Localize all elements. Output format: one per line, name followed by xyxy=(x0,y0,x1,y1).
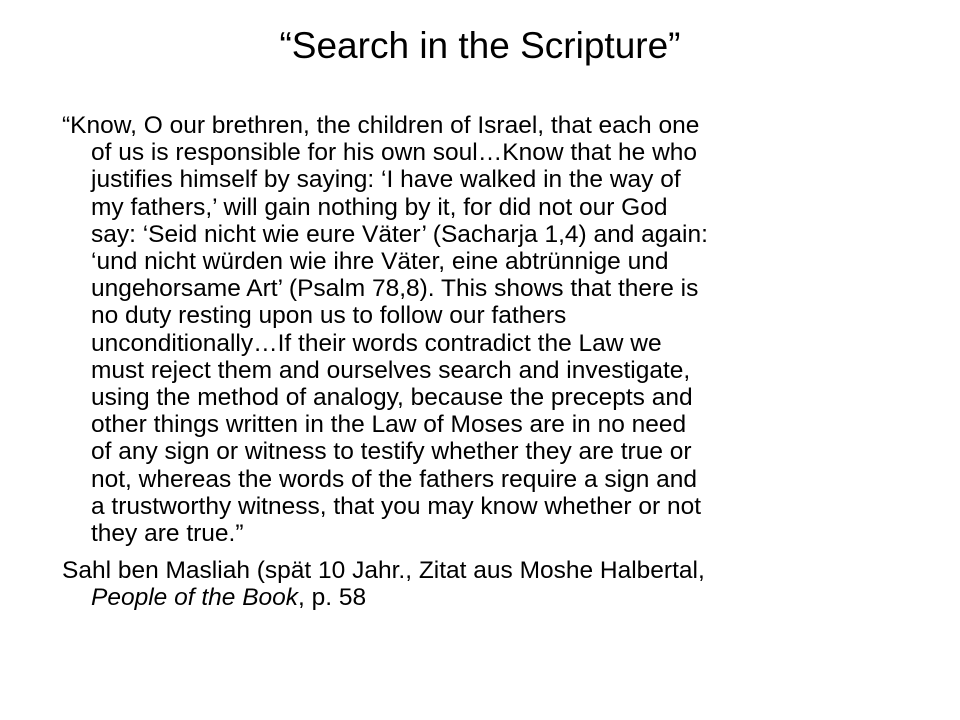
slide-body xyxy=(62,112,912,612)
quote-line: “Know, O our brethren, the children of Israel, that each one xyxy=(62,112,700,139)
citation-author: Sahl ben Masliah (spät 10 Jahr., Zitat aus Moshe Halbertal, xyxy=(62,557,705,585)
quote-block xyxy=(62,112,912,547)
quote-line: using the method of analogy, because the precepts and xyxy=(91,384,693,412)
citation xyxy=(62,557,912,611)
quote-line: unconditionally…If their words contradict the Law we xyxy=(91,329,662,357)
slide-title: “Search in the Scripture” xyxy=(279,25,681,66)
quote-line: my fathers,’ will gain nothing by it, for did not our God xyxy=(91,193,668,221)
quote-line: justifies himself by saying: ‘I have walked in the way of xyxy=(91,166,681,194)
quote-line: other things written in the Law of Moses are in no need xyxy=(91,411,687,439)
quote-line: of any sign or witness to testify whether they are true or xyxy=(91,438,692,466)
quote-line: ‘und nicht würden wie ihre Väter, eine abtrünnige und xyxy=(91,248,669,276)
citation-page: , p. 58 xyxy=(298,584,367,612)
quote-line: of us is responsible for his own soul…Know that he who xyxy=(91,139,698,167)
citation-source xyxy=(62,584,912,611)
quote-line: say: ‘Seid nicht wie eure Väter’ (Sacharja 1,4) and again: xyxy=(91,220,708,248)
quote-line: they are true.” xyxy=(91,520,244,548)
quote-line: no duty resting upon us to follow our fathers xyxy=(91,302,567,330)
quote-line: ungehorsame Art’ (Psalm 78,8). This shows that there is xyxy=(91,275,699,303)
quote-line: must reject them and ourselves search and investigate, xyxy=(91,356,691,384)
quote-line: a trustworthy witness, that you may know whether or not xyxy=(91,492,702,520)
citation-book-title: People of the Book xyxy=(91,584,299,612)
quote-line: not, whereas the words of the fathers require a sign and xyxy=(91,465,698,493)
